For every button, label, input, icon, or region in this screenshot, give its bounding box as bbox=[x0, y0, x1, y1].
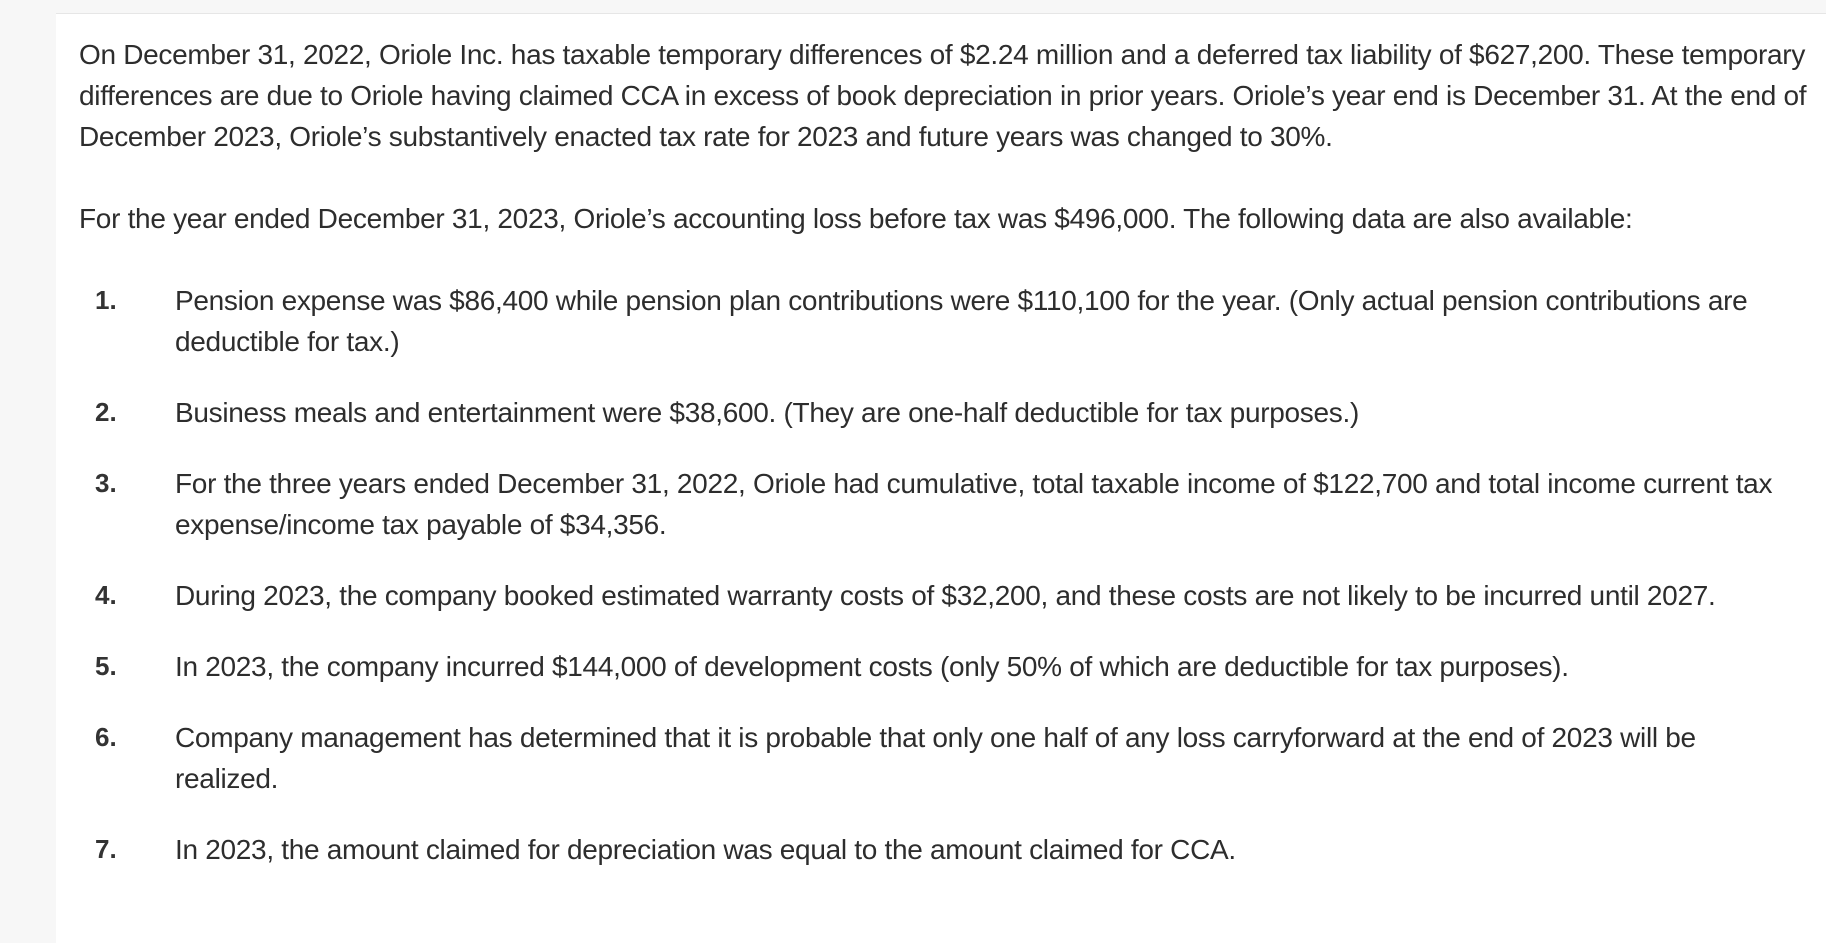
question-panel bbox=[56, 13, 1826, 943]
lead-paragraph: For the year ended December 31, 2023, Oriole’s accounting loss before tax was $496,000. The following data are also available: bbox=[79, 203, 1633, 234]
item-number: 2. bbox=[95, 397, 117, 427]
list-item bbox=[79, 829, 1809, 870]
list-item bbox=[79, 717, 1809, 799]
item-number: 3. bbox=[95, 468, 117, 498]
item-text: Business meals and entertainment were $38,600. (They are one-half deductible for tax purposes.) bbox=[175, 397, 1359, 428]
list-item bbox=[79, 646, 1809, 687]
item-text: For the three years ended December 31, 2022, Oriole had cumulative, total taxable income of $122,700 and total income current tax expense/income tax payable of $34,356. bbox=[175, 468, 1773, 540]
question-content bbox=[79, 34, 1809, 900]
list-item bbox=[79, 392, 1809, 433]
item-number: 6. bbox=[95, 722, 117, 752]
list-item bbox=[79, 575, 1809, 616]
list-item bbox=[79, 463, 1809, 545]
intro-paragraph: On December 31, 2022, Oriole Inc. has taxable temporary differences of $2.24 million and a deferred tax liability of $627,200. These temporary differences are due to Oriole having claimed CCA in excess of book depreciation in prior years. Oriole’s year end is December 31. At the end of December 2023, Oriole’s substantively enacted tax rate for 2023 and future years was changed to 30%. bbox=[79, 39, 1807, 152]
item-number: 7. bbox=[95, 834, 117, 864]
item-text: Pension expense was $86,400 while pension plan contributions were $110,100 for the year. (Only actual pension contributions are deductible for tax.) bbox=[175, 285, 1748, 357]
data-list bbox=[79, 280, 1809, 870]
item-number: 4. bbox=[95, 580, 117, 610]
item-text: During 2023, the company booked estimated warranty costs of $32,200, and these costs are not likely to be incurred until 2027. bbox=[175, 580, 1716, 611]
item-number: 1. bbox=[95, 285, 117, 315]
item-number: 5. bbox=[95, 651, 117, 681]
item-text: In 2023, the amount claimed for depreciation was equal to the amount claimed for CCA. bbox=[175, 834, 1236, 865]
item-text: Company management has determined that it is probable that only one half of any loss carryforward at the end of 2023 will be realized. bbox=[175, 722, 1696, 794]
item-text: In 2023, the company incurred $144,000 of development costs (only 50% of which are deductible for tax purposes). bbox=[175, 651, 1569, 682]
list-item bbox=[79, 280, 1809, 362]
